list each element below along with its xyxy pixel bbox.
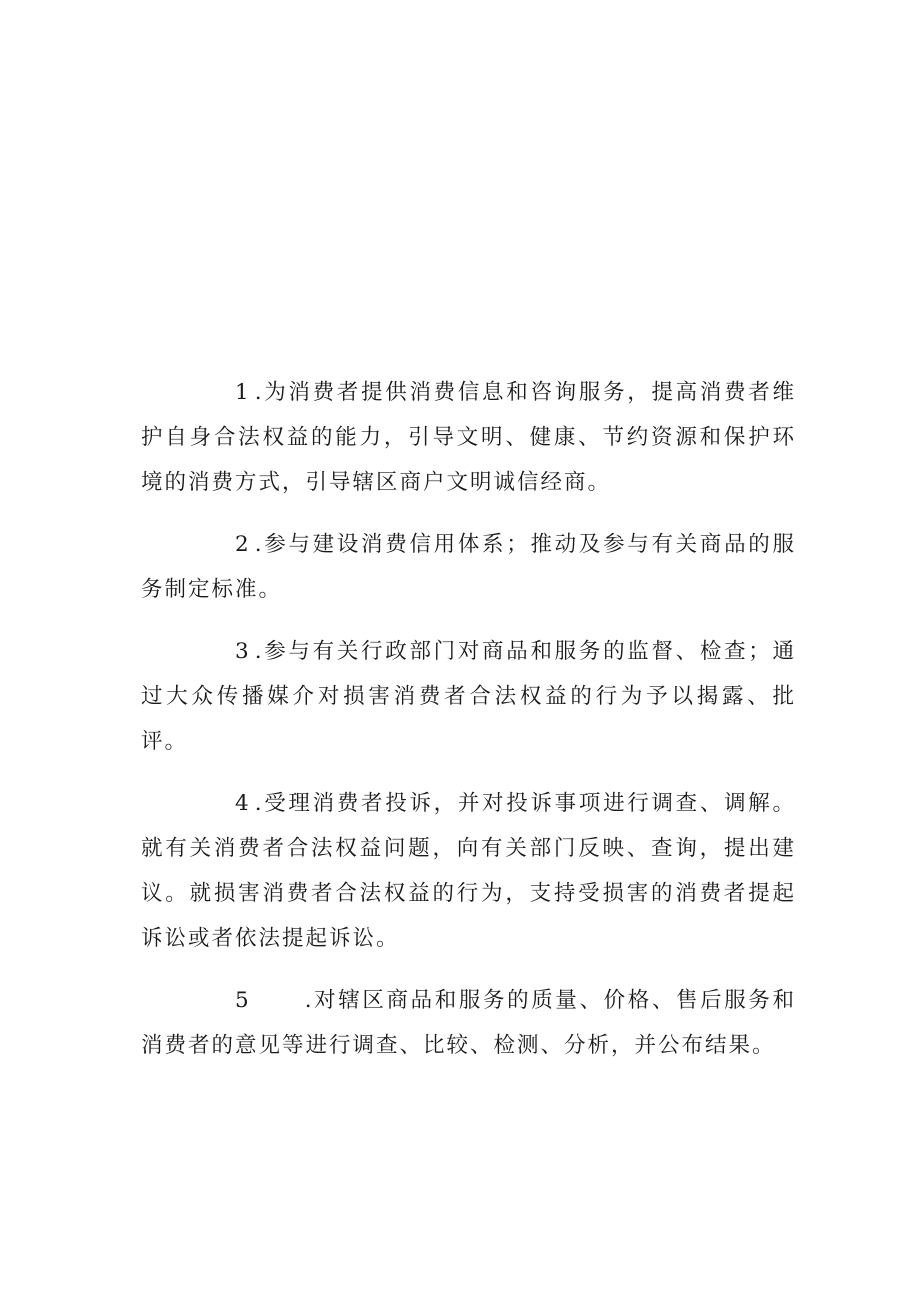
paragraph-item-5: [141, 978, 796, 1068]
paragraph-item-2: [141, 522, 796, 612]
paragraph-item-1: [141, 370, 796, 505]
paragraph-item-4: [141, 781, 796, 961]
item-text: .为消费者提供消费信息和咨询服务，提高消费者维护自身合法权益的能力，引导文明、健康、节约资源和保护环境的消费方式，引导辖区商户文明诚信经商。: [141, 380, 796, 495]
item-number: 2: [235, 532, 251, 557]
item-text: .参与建设消费信用体系；推动及参与有关商品的服务制定标准。: [141, 532, 796, 602]
paragraph-item-3: [141, 629, 796, 764]
item-number: 5: [235, 988, 251, 1013]
item-number: 3: [235, 639, 251, 664]
item-text: .对辖区商品和服务的质量、价格、售后服务和消费者的意见等进行调查、比较、检测、分析，并公布结果。: [141, 988, 796, 1058]
document-body: [141, 370, 796, 1085]
item-number: 1: [235, 380, 251, 405]
item-text: .参与有关行政部门对商品和服务的监督、检查；通过大众传播媒介对损害消费者合法权益的行为予以揭露、批评。: [141, 639, 796, 754]
item-text: .受理消费者投诉，并对投诉事项进行调查、调解。就有关消费者合法权益问题，向有关部门反映、查询，提出建议。就损害消费者合法权益的行为，支持受损害的消费者提起诉讼或者依法提起诉讼。: [141, 791, 796, 951]
item-number: 4: [235, 791, 251, 816]
